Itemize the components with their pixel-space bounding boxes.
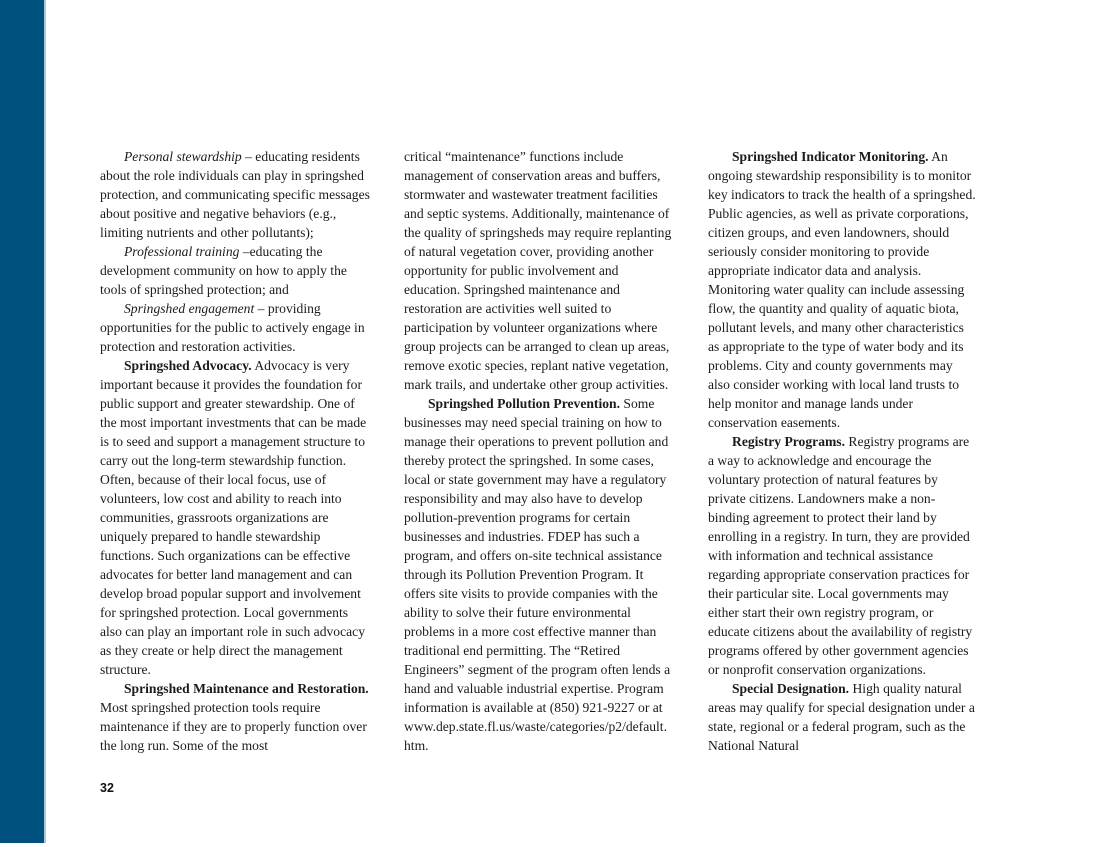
paragraph [708, 432, 976, 679]
paragraph [404, 394, 672, 755]
paragraph [100, 356, 370, 679]
text-run-normal: Some businesses may need special training on how to manage their operations to prevent pollution and thereby protect the springshed. In some cases, local or state government may have a regulatory responsibility and may also have to develop pollution-prevention programs for certain businesses and industries. FDEP has such a program, and offers on-site technical assistance through its Pollution Prevention Program. It offers site visits to provide companies with the ability to solve their future environmental problems in a more cost effective manner than traditional end permitting. The “Retired Engineers” segment of the program often lends a hand and valuable industrial expertise. Program information is available at (850) 921-9227 or at www.dep.state.fl.us/waste/categories/p2/default.htm. [404, 396, 671, 753]
text-run-bold: Springshed Advocacy. [124, 358, 252, 373]
text-run-normal: High quality natural areas may qualify for special designation under a state, regional or a federal program, such as the National Natural [708, 681, 975, 753]
text-run-normal: Registry programs are a way to acknowledge and encourage the voluntary protection of natural features by private citizens. Landowners make a non-binding agreement to protect their land by enrolling in a registry. In turn, they are provided with information and technical assistance regarding appropriate conservation practices for their particular site. Local governments may either start their own registry program, or educate citizens about the availability of registry programs offered by other government agencies or nonprofit conservation organizations. [708, 434, 973, 677]
paragraph [100, 299, 370, 356]
text-run-normal: critical “maintenance” functions include management of conservation areas and buffers, stormwater and wastewater treatment facilities and septic systems. Additionally, maintenance of the quality of springsheds may require replanting of natural vegetation cover, providing another opportunity for public involvement and education. Springshed maintenance and restoration are activities well suited to participation by volunteer organizations where group projects can be arranged to clean up areas, remove exotic species, replant native vegetation, mark trails, and undertake other group activities. [404, 149, 672, 392]
text-run-normal: –educating the development community on how to apply the tools of springshed protection; and [100, 244, 347, 297]
paragraph [100, 147, 370, 242]
paragraph [708, 679, 976, 755]
text-run-italic: Personal stewardship [124, 149, 242, 164]
text-run-italic: Professional training [124, 244, 240, 259]
text-run-bold: Springshed Maintenance and Restoration. [124, 681, 369, 696]
paragraph [100, 679, 370, 755]
text-run-normal: An ongoing stewardship responsibility is to monitor key indicators to track the health of a springshed. Public agencies, as well as private corporations, citizen groups, and even landowners, should seriously consider monitoring to provide appropriate indicator data and analysis. Monitoring water quality can include assessing flow, the quantity and quality of aquatic biota, pollutant levels, and many other characteristics as appropriate to the type of water body and its problems. City and county governments may also consider working with local land trusts to help monitor and manage lands under conservation easements. [708, 149, 976, 430]
text-column-1 [100, 147, 370, 755]
text-column-2 [404, 147, 672, 755]
text-column-3 [708, 147, 976, 755]
paragraph [100, 242, 370, 299]
left-accent-bar [0, 0, 46, 843]
text-run-normal: Most springshed protection tools require maintenance if they are to properly function over the long run. Some of the most [100, 700, 367, 753]
paragraph [708, 147, 976, 432]
paragraph [404, 147, 672, 394]
text-run-normal: Advocacy is very important because it provides the foundation for public support and greater stewardship. One of the most important investments that can be made is to seed and support a management structure to carry out the long-term stewardship function. Often, because of their local focus, use of volunteers, low cost and ability to reach into communities, grassroots organizations are uniquely prepared to handle stewardship functions. Such organizations can be effective advocates for better land management and can develop broad popular support and involvement for springshed protection. Local governments also can play an important role in such advocacy as they create or help direct the management structure. [100, 358, 367, 677]
page-number: 32 [100, 781, 114, 795]
text-run-normal: – providing opportunities for the public to actively engage in protection and restoration activities. [100, 301, 365, 354]
text-run-bold: Springshed Indicator Monitoring. [732, 149, 929, 164]
text-run-normal: – educating residents about the role individuals can play in springshed protection, and communicating specific messages about positive and negative behaviors (e.g., limiting nutrients and other pollutants); [100, 149, 370, 240]
text-run-italic: Springshed engagement [124, 301, 255, 316]
text-run-bold: Special Designation. [732, 681, 850, 696]
text-run-bold: Registry Programs. [732, 434, 845, 449]
text-run-bold: Springshed Pollution Prevention. [428, 396, 620, 411]
